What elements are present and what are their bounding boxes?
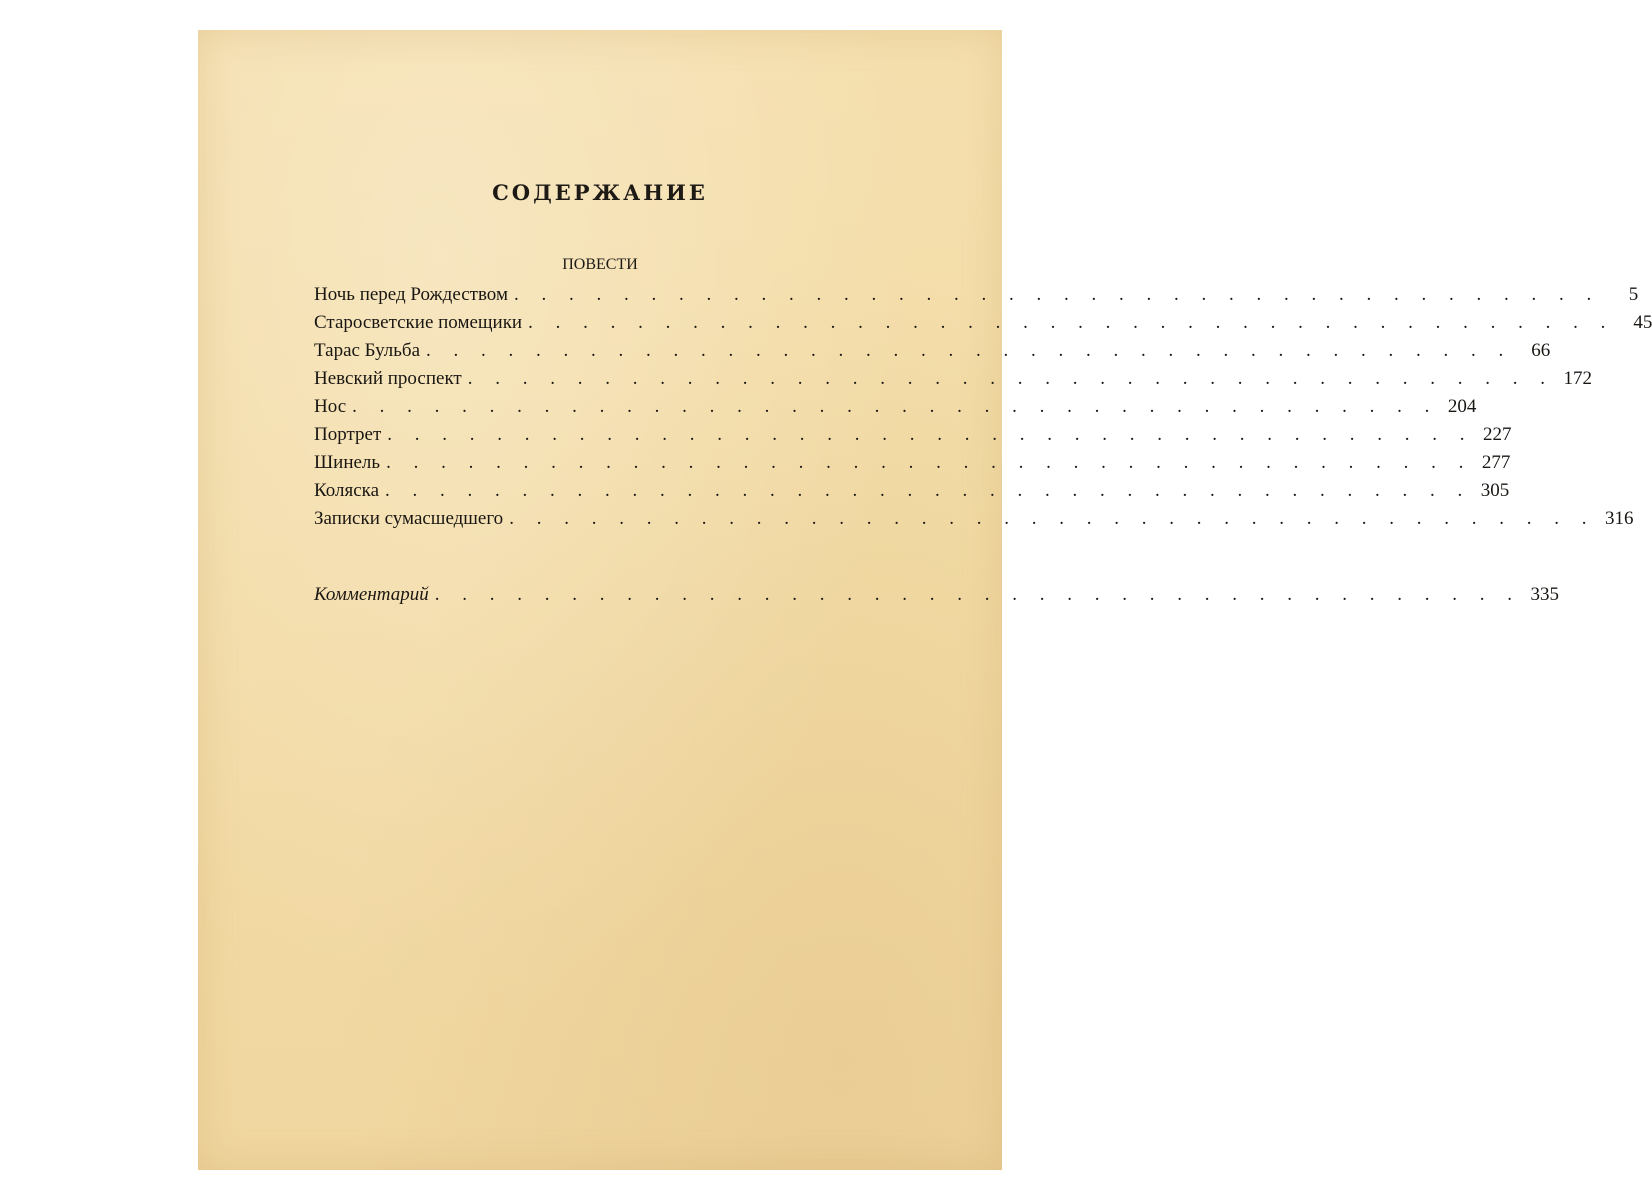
toc-entry-title: Ночь перед Рождеством	[314, 284, 508, 305]
book-page	[198, 30, 1652, 1170]
page-title: СОДЕРЖАНИЕ	[492, 180, 708, 205]
toc-entry-title: Нос	[314, 396, 347, 417]
toc-entry	[314, 284, 1639, 312]
toc-leader-dots: . . . . . . . . . . . . . . . . . . . . . . . . . . . . . . . . . . . . . . . .	[385, 480, 1472, 501]
toc-leader-dots: . . . . . . . . . . . . . . . . . . . . . . . . . . . . . . . . . . . . . . . .	[426, 340, 1513, 361]
section-heading: ПОВЕСТИ	[562, 256, 638, 273]
toc-entry-title: Невский проспект	[314, 368, 462, 389]
toc-leader-dots: . . . . . . . . . . . . . . . . . . . . . . . . . . . . . . . . . . . . . . . .	[387, 424, 1474, 445]
toc-entry-commentary	[314, 584, 1559, 612]
toc-entry	[314, 396, 1477, 424]
toc-entry-page: 227	[1483, 424, 1512, 445]
toc-entry-page: 335	[1530, 584, 1559, 605]
toc-entry-title: Коляска	[314, 480, 380, 501]
toc-entry-page: 45	[1633, 312, 1652, 333]
toc-entry-title: Тарас Бульба	[314, 340, 421, 361]
toc-leader-dots: . . . . . . . . . . . . . . . . . . . . . . . . . . . . . . . . . . . . . . . .	[434, 584, 1521, 605]
toc-entry-title: Портрет	[314, 424, 382, 445]
toc-entry-title: Шинель	[314, 452, 381, 473]
toc-leader-dots: . . . . . . . . . . . . . . . . . . . . . . . . . . . . . . . . . . . . . . . .	[513, 284, 1601, 305]
toc-entry	[314, 368, 1592, 396]
toc-leader-dots: . . . . . . . . . . . . . . . . . . . . . . . . . . . . . . . . . . . . . . . .	[509, 508, 1596, 529]
toc-entry	[314, 424, 1512, 452]
toc-entry-page: 277	[1481, 452, 1511, 473]
toc-entry-title: Записки сумасшедшего	[314, 508, 504, 529]
toc-entry-page: 204	[1447, 396, 1477, 417]
toc-entry-title: Комментарий	[314, 584, 429, 605]
toc-entry	[314, 452, 1511, 480]
toc-entry	[314, 312, 1652, 340]
toc-entry	[314, 508, 1634, 536]
table-of-contents	[314, 284, 1652, 536]
toc-leader-dots: . . . . . . . . . . . . . . . . . . . . . . . . . . . . . . . . . . . . . . . .	[386, 452, 1473, 473]
toc-leader-dots: . . . . . . . . . . . . . . . . . . . . . . . . . . . . . . . . . . . . . . . .	[528, 312, 1615, 333]
toc-entry-page: 316	[1604, 508, 1634, 529]
toc-entry-title: Старосветские помещики	[314, 312, 523, 333]
toc-entry-page: 305	[1480, 480, 1510, 501]
toc-entry	[314, 480, 1510, 508]
toc-leader-dots: . . . . . . . . . . . . . . . . . . . . . . . . . . . . . . . . . . . . . . . .	[352, 396, 1439, 417]
toc-entry-page: 66	[1531, 340, 1551, 361]
toc-leader-dots: . . . . . . . . . . . . . . . . . . . . . . . . . . . . . . . . . . . . . . . .	[467, 368, 1554, 389]
toc-entry-page: 172	[1563, 368, 1592, 389]
toc-entry-page: 5	[1628, 284, 1639, 305]
toc-entry	[314, 340, 1551, 368]
